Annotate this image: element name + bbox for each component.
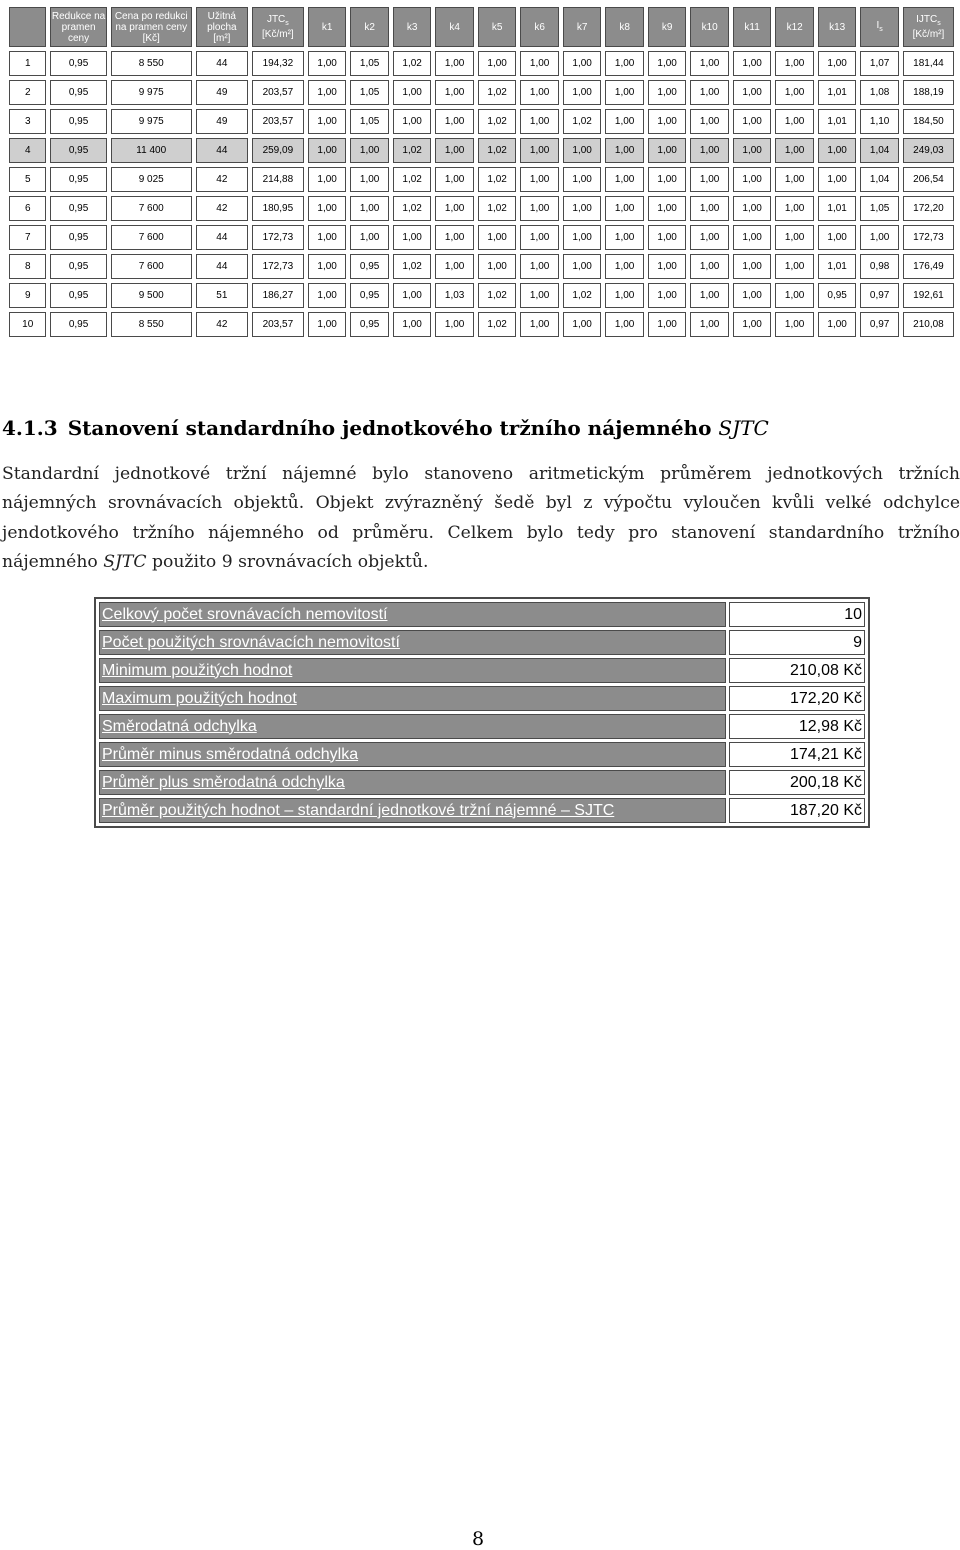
column-header: [111, 7, 192, 47]
table-row: [9, 167, 954, 192]
table-cell: 181,44: [903, 51, 954, 76]
table-cell: 1,00: [478, 254, 517, 279]
table-cell: 1,02: [393, 196, 432, 221]
table-cell: 1,00: [435, 225, 474, 250]
table-cell: 49: [196, 109, 248, 134]
paragraph-symbol: SJTC: [103, 552, 147, 573]
table-cell: 1,00: [818, 138, 857, 163]
table-cell: 1,00: [435, 51, 474, 76]
table-cell: 1,00: [520, 196, 559, 221]
table-row: [9, 283, 954, 308]
table-cell: 180,95: [252, 196, 304, 221]
table-cell: 1,10: [860, 109, 899, 134]
table-cell: 1,00: [350, 225, 389, 250]
table-cell: 44: [196, 51, 248, 76]
table-cell: 1,01: [818, 80, 857, 105]
header-text: Redukce na: [51, 10, 106, 22]
table-cell: 203,57: [252, 80, 304, 105]
table-cell: 1,00: [690, 167, 729, 192]
table-cell: 1,04: [860, 167, 899, 192]
summary-label: Směrodatná odchylka: [99, 714, 726, 739]
table-cell: 0,95: [818, 283, 857, 308]
table-cell: 1,00: [308, 312, 347, 337]
table-cell: 42: [196, 312, 248, 337]
table-cell: 1,00: [775, 109, 814, 134]
summary-label: Maximum použitých hodnot: [99, 686, 726, 711]
table-cell: 1,00: [605, 312, 644, 337]
table-cell: 1,02: [478, 80, 517, 105]
table-cell: 1,02: [563, 283, 602, 308]
table-cell: 51: [196, 283, 248, 308]
table-cell: 7 600: [111, 196, 192, 221]
table-cell: 9: [9, 283, 46, 308]
header-text: k3: [406, 21, 418, 33]
header-text: IJTC: [916, 14, 938, 25]
table-cell: 42: [196, 167, 248, 192]
header-text: k12: [786, 21, 803, 33]
table-cell: 1,00: [393, 283, 432, 308]
table-cell: 0,95: [350, 254, 389, 279]
column-header: [775, 7, 814, 47]
column-header: [478, 7, 517, 47]
summary-value: 12,98 Kč: [729, 714, 865, 739]
table-cell: 1,00: [733, 254, 772, 279]
table-cell: 1,00: [605, 80, 644, 105]
table-cell: 1,00: [733, 225, 772, 250]
table-cell: 7: [9, 225, 46, 250]
table-cell: 1,00: [308, 283, 347, 308]
table-cell: 206,54: [903, 167, 954, 192]
paragraph-part1: Standardní jednotkové tržní nájemné bylo stanoveno aritmetickým průměrem jednotkových tržních nájemných srovnávacích objektů. Objekt zvýrazněný šedě byl z výpočtu vyloučen kvůli velké odchylce jendotkového tržního nájemného od průměru. Celkem bylo tedy pro stanovení standardního tržního nájemného: [2, 464, 960, 573]
table-cell: 1,02: [478, 283, 517, 308]
header-text: na pramen ceny: [115, 21, 188, 33]
table-cell: 1,00: [520, 283, 559, 308]
header-text: k9: [661, 21, 673, 33]
table-cell: 1,00: [435, 196, 474, 221]
table-cell: 1,05: [860, 196, 899, 221]
table-cell: 1,00: [733, 109, 772, 134]
table-cell: 184,50: [903, 109, 954, 134]
table-cell: 1,00: [605, 109, 644, 134]
table-cell: 1,00: [393, 80, 432, 105]
table-cell: 172,20: [903, 196, 954, 221]
table-cell: 0,95: [350, 283, 389, 308]
table-cell: 44: [196, 225, 248, 250]
table-cell: 0,97: [860, 283, 899, 308]
table-cell: 1,00: [775, 51, 814, 76]
table-cell: 1,00: [308, 138, 347, 163]
table-cell: 186,27: [252, 283, 304, 308]
table-cell: 1,00: [648, 167, 687, 192]
table-cell: 1,00: [520, 138, 559, 163]
table-cell: 192,61: [903, 283, 954, 308]
column-header: [733, 7, 772, 47]
table-cell: 1,00: [690, 51, 729, 76]
table-cell: 1,00: [308, 80, 347, 105]
table-cell: 11 400: [111, 138, 192, 163]
table-cell: 1,00: [308, 109, 347, 134]
summary-row: [99, 742, 865, 767]
table-cell: 1,00: [563, 80, 602, 105]
table-cell: 1,00: [350, 138, 389, 163]
table-cell: 1,00: [733, 51, 772, 76]
table-row: [9, 225, 954, 250]
header-text: k13: [829, 21, 846, 33]
table-cell: 1,00: [350, 167, 389, 192]
table-cell: 1,00: [648, 312, 687, 337]
table-cell: 1,00: [605, 225, 644, 250]
summary-row: [99, 770, 865, 795]
table-cell: 1,02: [478, 167, 517, 192]
table-cell: 1,00: [393, 312, 432, 337]
header-text: Užitná: [207, 10, 236, 22]
table-cell: 1,00: [605, 167, 644, 192]
table-row: [9, 51, 954, 76]
table-cell: 3: [9, 109, 46, 134]
table-cell: 1,05: [350, 51, 389, 76]
table-cell: 1,02: [478, 138, 517, 163]
header-text: [Kč]: [142, 32, 160, 44]
header-subscript: s: [285, 20, 289, 27]
table-cell: 1,02: [478, 312, 517, 337]
table-cell: 0,95: [50, 283, 106, 308]
header-text: k5: [491, 21, 503, 33]
table-cell: 0,95: [50, 196, 106, 221]
table-cell: 1,00: [393, 225, 432, 250]
column-header: [860, 7, 899, 47]
table-cell: 1,00: [308, 225, 347, 250]
table-cell: 8 550: [111, 312, 192, 337]
table-cell: 49: [196, 80, 248, 105]
table-cell: 1,00: [690, 196, 729, 221]
table-cell: 1,02: [393, 138, 432, 163]
table-header: [9, 7, 954, 47]
table-cell: 1,00: [690, 109, 729, 134]
table-cell: 1: [9, 51, 46, 76]
header-text: k1: [321, 21, 333, 33]
table-cell: 0,95: [50, 167, 106, 192]
summary-row: [99, 658, 865, 683]
table-cell: 1,00: [520, 225, 559, 250]
summary-label: Počet použitých srovnávacích nemovitostí: [99, 630, 726, 655]
table-cell: 1,00: [733, 138, 772, 163]
header-subscript: s: [937, 20, 941, 27]
table-cell: 1,00: [733, 167, 772, 192]
table-cell: 5: [9, 167, 46, 192]
table-cell: 188,19: [903, 80, 954, 105]
table-cell: 1,00: [435, 312, 474, 337]
table-cell: 1,00: [520, 51, 559, 76]
table-cell: 1,00: [648, 283, 687, 308]
table-cell: 1,04: [860, 138, 899, 163]
summary-row: [99, 686, 865, 711]
table-cell: 1,00: [435, 167, 474, 192]
header-text: k8: [619, 21, 630, 33]
column-header: [520, 7, 559, 47]
table-cell: 1,00: [308, 254, 347, 279]
table-cell: 1,00: [520, 254, 559, 279]
column-header: [50, 7, 106, 47]
table-cell: 1,00: [563, 167, 602, 192]
summary-value: 187,20 Kč: [729, 798, 865, 823]
table-cell: 1,03: [435, 283, 474, 308]
table-cell: 7 600: [111, 254, 192, 279]
header-text: JTC: [266, 14, 286, 25]
table-cell: 1,07: [860, 51, 899, 76]
column-header: [690, 7, 729, 47]
table-cell: 1,00: [605, 51, 644, 76]
table-row: [9, 80, 954, 105]
table-cell: 44: [196, 138, 248, 163]
table-cell: 1,00: [563, 138, 602, 163]
column-header: [252, 7, 304, 47]
header-text: k6: [534, 21, 545, 33]
header-text: k2: [364, 21, 375, 33]
table-cell: 1,02: [563, 109, 602, 134]
table-cell: 9 975: [111, 80, 192, 105]
summary-value: 200,18 Kč: [729, 770, 865, 795]
table-cell: 1,00: [435, 109, 474, 134]
table-cell: 1,01: [818, 254, 857, 279]
table-cell: 1,00: [605, 283, 644, 308]
table-cell: 172,73: [252, 254, 304, 279]
table-cell: 0,95: [50, 225, 106, 250]
summary-value: 210,08 Kč: [729, 658, 865, 683]
table-cell: 1,00: [648, 225, 687, 250]
header-row: [9, 7, 954, 47]
summary-row: [99, 714, 865, 739]
table-cell: 4: [9, 138, 46, 163]
table-cell: 172,73: [903, 225, 954, 250]
table-cell: 172,73: [252, 225, 304, 250]
table-cell: 1,00: [818, 312, 857, 337]
table-cell: 7 600: [111, 225, 192, 250]
table-cell: 259,09: [252, 138, 304, 163]
header-text: k4: [449, 21, 460, 33]
table-cell: 9 500: [111, 283, 192, 308]
table-cell: 6: [9, 196, 46, 221]
summary-label: Průměr použitých hodnot – standardní jednotkové tržní nájemné – SJTC: [99, 798, 726, 823]
header-text: I: [876, 19, 880, 31]
table-cell: 0,95: [50, 312, 106, 337]
header-text: [Kč/m²]: [912, 29, 945, 40]
table-cell: 1,00: [308, 196, 347, 221]
table-cell: 1,00: [860, 225, 899, 250]
table-row: [9, 312, 954, 337]
column-header: [9, 7, 46, 47]
table-cell: 1,00: [435, 138, 474, 163]
table-cell: 0,95: [350, 312, 389, 337]
table-cell: 1,00: [648, 80, 687, 105]
table-cell: 1,00: [690, 254, 729, 279]
table-cell: 210,08: [903, 312, 954, 337]
table-cell: 203,57: [252, 109, 304, 134]
table-cell: 1,00: [350, 196, 389, 221]
section-heading: [2, 416, 769, 440]
table-cell: 203,57: [252, 312, 304, 337]
table-cell: 1,00: [733, 80, 772, 105]
table-cell: 1,02: [393, 51, 432, 76]
table-cell: 1,00: [733, 196, 772, 221]
table-cell: 2: [9, 80, 46, 105]
summary-table: [94, 597, 870, 828]
table-cell: 0,95: [50, 51, 106, 76]
table-cell: 1,00: [563, 225, 602, 250]
table-cell: 1,02: [393, 254, 432, 279]
table-cell: 0,95: [50, 109, 106, 134]
table-cell: 1,00: [648, 51, 687, 76]
column-header: [648, 7, 687, 47]
table-cell: 8: [9, 254, 46, 279]
summary-value: 174,21 Kč: [729, 742, 865, 767]
table-cell: 1,00: [818, 225, 857, 250]
table-cell: 1,00: [563, 254, 602, 279]
header-text: Cena po redukci: [114, 10, 188, 22]
table-cell: 1,00: [563, 51, 602, 76]
table-cell: 0,98: [860, 254, 899, 279]
table-cell: 1,00: [563, 312, 602, 337]
table-cell: 1,00: [520, 312, 559, 337]
column-header: [435, 7, 474, 47]
table-cell: 1,00: [733, 312, 772, 337]
table-body: [9, 51, 954, 337]
column-header: [308, 7, 347, 47]
summary-label: Průměr plus směrodatná odchylka: [99, 770, 726, 795]
table-cell: 1,00: [435, 254, 474, 279]
header-text: [m²]: [213, 32, 231, 44]
column-header: [563, 7, 602, 47]
table-cell: 1,05: [350, 80, 389, 105]
table-cell: 0,95: [50, 80, 106, 105]
column-header: [605, 7, 644, 47]
table-row: [9, 109, 954, 134]
table-cell: 1,01: [818, 196, 857, 221]
table-cell: 1,00: [775, 138, 814, 163]
summary-body: [99, 602, 865, 823]
header-text: ceny: [67, 32, 90, 44]
table-cell: 1,01: [818, 109, 857, 134]
summary-row: [99, 630, 865, 655]
table-cell: 1,02: [478, 109, 517, 134]
column-header: [393, 7, 432, 47]
table-cell: 0,97: [860, 312, 899, 337]
table-cell: 1,00: [605, 196, 644, 221]
table-cell: 1,00: [520, 80, 559, 105]
table-cell: 249,03: [903, 138, 954, 163]
comparison-table: [5, 3, 958, 341]
table-cell: 1,00: [478, 51, 517, 76]
table-cell: 1,00: [775, 254, 814, 279]
section-symbol: SJTC: [718, 416, 769, 440]
column-header: [818, 7, 857, 47]
table-cell: 1,00: [520, 167, 559, 192]
table-row: [9, 254, 954, 279]
table-cell: 1,00: [648, 109, 687, 134]
table-cell: 1,08: [860, 80, 899, 105]
table-row: [9, 196, 954, 221]
table-cell: 1,00: [435, 80, 474, 105]
table-cell: 1,00: [478, 225, 517, 250]
body-paragraph: [2, 460, 960, 578]
page-number: 8: [472, 1528, 485, 1550]
table-cell: 8 550: [111, 51, 192, 76]
table-cell: 1,00: [775, 225, 814, 250]
table-cell: 42: [196, 196, 248, 221]
table-cell: 1,00: [605, 138, 644, 163]
table-cell: 1,00: [563, 196, 602, 221]
table-cell: 1,00: [690, 80, 729, 105]
table-cell: 1,00: [733, 283, 772, 308]
table-cell: 1,00: [818, 51, 857, 76]
table-cell: 9 025: [111, 167, 192, 192]
table-cell: 1,00: [648, 254, 687, 279]
table-cell: 44: [196, 254, 248, 279]
table-cell: 9 975: [111, 109, 192, 134]
table-cell: 1,05: [350, 109, 389, 134]
table-cell: 1,00: [690, 225, 729, 250]
table-cell: 0,95: [50, 254, 106, 279]
table-cell: 1,00: [775, 283, 814, 308]
summary-value: 9: [729, 630, 865, 655]
column-header: [196, 7, 248, 47]
table-cell: 1,02: [478, 196, 517, 221]
table-cell: 1,00: [690, 138, 729, 163]
table-cell: 1,00: [648, 196, 687, 221]
table-cell: 1,00: [648, 138, 687, 163]
header-text: pramen: [61, 21, 96, 33]
header-text: plocha: [207, 21, 237, 33]
summary-label: Minimum použitých hodnot: [99, 658, 726, 683]
table-cell: 1,00: [690, 283, 729, 308]
table-cell: 1,00: [308, 51, 347, 76]
table-cell: 1,00: [690, 312, 729, 337]
table-cell: 1,02: [393, 167, 432, 192]
table-cell: 1,00: [775, 196, 814, 221]
header-text: k11: [744, 21, 760, 33]
table-cell: 194,32: [252, 51, 304, 76]
summary-value: 10: [729, 602, 865, 627]
summary-row: [99, 602, 865, 627]
header-text: k10: [701, 21, 718, 33]
table-cell: 1,00: [393, 109, 432, 134]
column-header: [350, 7, 389, 47]
section-number: 4.1.3: [2, 416, 58, 440]
table-cell: 1,00: [520, 109, 559, 134]
summary-value: 172,20 Kč: [729, 686, 865, 711]
header-text: [Kč/m²]: [262, 29, 294, 40]
table-cell: 1,00: [775, 167, 814, 192]
table-cell: 1,00: [308, 167, 347, 192]
table-cell: 1,00: [818, 167, 857, 192]
table-cell: 0,95: [50, 138, 106, 163]
column-header: [903, 7, 954, 47]
table-cell: 1,00: [775, 312, 814, 337]
header-subscript: s: [879, 25, 883, 33]
paragraph-part2: použito 9 srovnávacích objektů.: [152, 552, 429, 573]
summary-label: Průměr minus směrodatná odchylka: [99, 742, 726, 767]
table-row: [9, 138, 954, 163]
summary-label: Celkový počet srovnávacích nemovitostí: [99, 602, 726, 627]
table-cell: 1,00: [605, 254, 644, 279]
summary-row: [99, 798, 865, 823]
table-cell: 176,49: [903, 254, 954, 279]
section-title: Stanovení standardního jednotkového tržního nájemného: [67, 416, 712, 440]
header-text: k7: [576, 21, 588, 33]
table-cell: 10: [9, 312, 46, 337]
table-cell: 1,00: [775, 80, 814, 105]
table-cell: 214,88: [252, 167, 304, 192]
